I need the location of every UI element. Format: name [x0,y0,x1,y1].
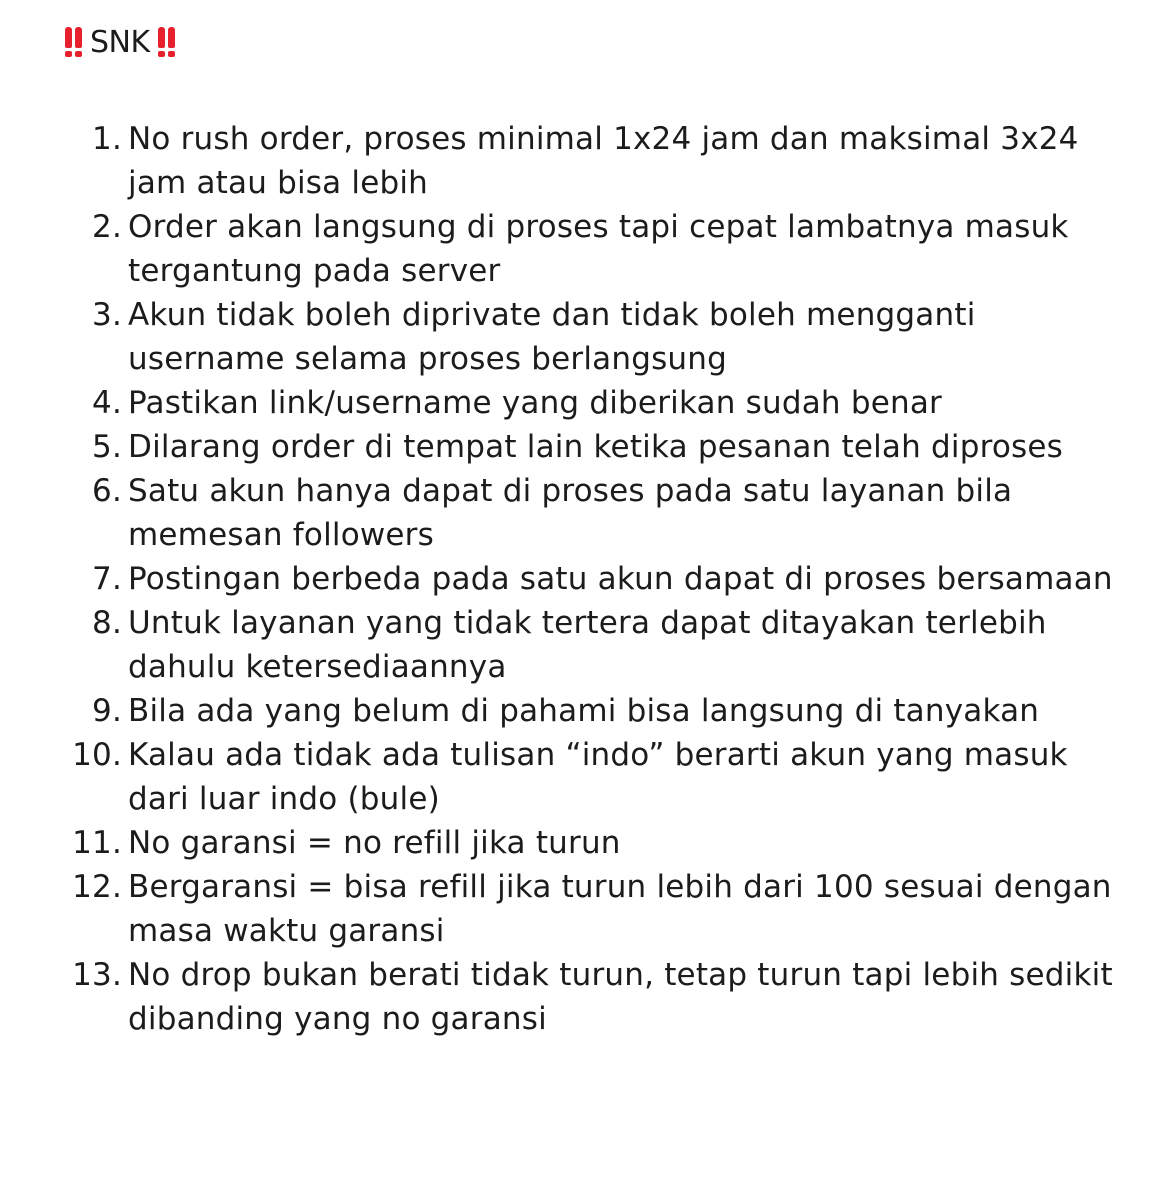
list-item-number: 6. [92,473,122,509]
list-item-number: 7. [92,561,122,597]
list-item-text: Satu akun hanya dapat di proses pada satu layanan bila memesan followers [128,473,1013,553]
list-item-text: Bila ada yang belum di pahami bisa langsung di tanyakan [128,693,1040,729]
list-item [62,733,1152,821]
list-item-number: 3. [92,297,122,333]
list-item-text: Untuk layanan yang tidak tertera dapat ditayakan terlebih dahulu ketersediaannya [128,605,1047,685]
list-item [62,381,1152,425]
list-item-number: 8. [92,605,122,641]
double-exclamation-icon [158,27,175,57]
list-item-number: 13. [72,957,122,993]
list-item-text: Pastikan link/username yang diberikan sudah benar [128,385,942,421]
list-item [62,689,1152,733]
list-item [62,821,1152,865]
list-item-text: Kalau ada tidak ada tulisan “indo” berarti akun yang masuk dari luar indo (bule) [128,737,1068,817]
list-item [62,425,1152,469]
list-item-text: Order akan langsung di proses tapi cepat lambatnya masuk tergantung pada server [128,209,1069,289]
note-title-text: SNK [90,24,150,60]
list-item-text: Dilarang order di tempat lain ketika pesanan telah diproses [128,429,1064,465]
list-item-text: No drop bukan berati tidak turun, tetap turun tapi lebih sedikit dibanding yang no garansi [128,957,1113,1037]
rules-list [62,117,1152,1041]
double-exclamation-icon [65,27,82,57]
list-item-text: Postingan berbeda pada satu akun dapat di proses bersamaan [128,561,1113,597]
list-item [62,293,1152,381]
list-item-number: 2. [92,209,122,245]
list-item [62,205,1152,293]
note-title [63,18,177,66]
list-item-number: 10. [72,737,122,773]
list-item-number: 11. [72,825,122,861]
list-item-number: 1. [92,121,122,157]
list-item [62,601,1152,689]
list-item-number: 5. [92,429,122,465]
list-item-text: Bergaransi = bisa refill jika turun lebih dari 100 sesuai dengan masa waktu garansi [128,869,1112,949]
list-item [62,953,1152,1041]
list-item-number: 4. [92,385,122,421]
list-item [62,469,1152,557]
list-item [62,865,1152,953]
list-item [62,557,1152,601]
list-item-number: 9. [92,693,122,729]
list-item-number: 12. [72,869,122,905]
list-item-text: No garansi = no refill jika turun [128,825,621,861]
list-item-text: Akun tidak boleh diprivate dan tidak boleh mengganti username selama proses berlangsung [128,297,976,377]
list-item-text: No rush order, proses minimal 1x24 jam dan maksimal 3x24 jam atau bisa lebih [128,121,1079,201]
list-item [62,117,1152,205]
